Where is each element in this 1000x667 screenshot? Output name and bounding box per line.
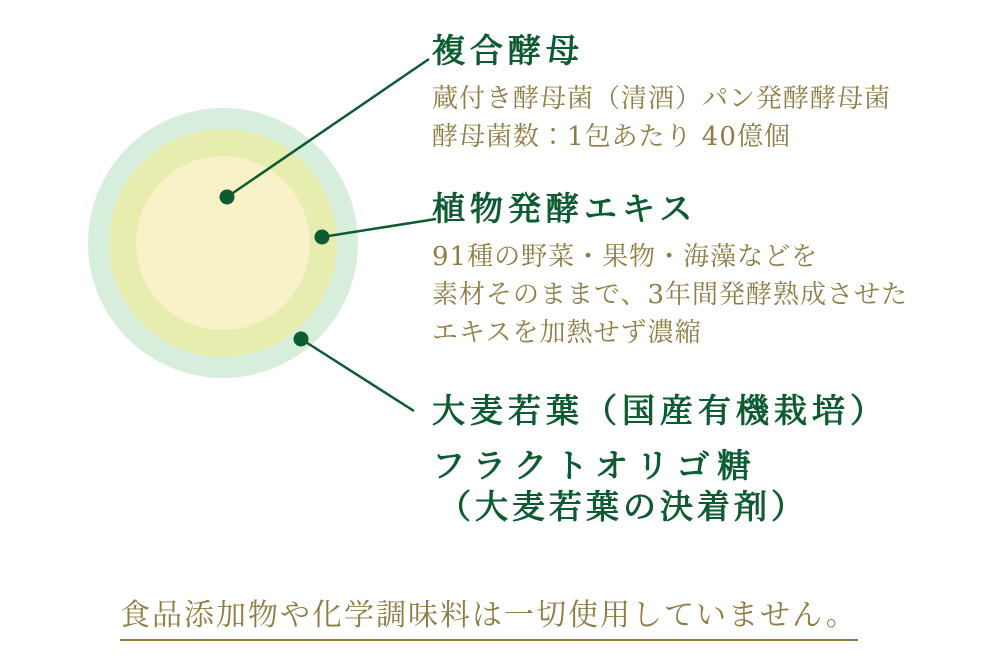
label-desc-line: 酵母菌数：1包あたり 40億個 [432,122,791,152]
label-desc-line: 素材そのままで、3年間発酵熟成させた [432,280,909,310]
label-title: 植物発酵エキス [432,189,698,228]
inner-layer-circle [136,156,310,330]
callout-dot-barley [294,332,309,347]
label-fructooligosaccharide [432,445,808,527]
callout-line-barley [301,339,414,411]
label-plant-extract [432,188,908,352]
no-additives-note: 食品添加物や化学調味料は一切使用していません。 [120,598,858,641]
label-title: フラクトオリゴ糖 [432,446,759,485]
callout-dot-yeast [220,190,235,205]
label-title: 複合酵母 [432,31,584,70]
label-desc-line: 蔵付き酵母菌（清酒）パン発酵酵母菌 [432,84,892,114]
concentric-circles-diagram [0,0,460,460]
label-title: 大麦若葉（国産有機栽培） [432,391,888,430]
label-desc-line: 91種の野菜・果物・海藻などを [432,242,819,272]
label-desc-line: （大麦若葉の決着剤） [438,487,808,526]
label-compound-yeast [432,30,891,156]
label-desc-line: エキスを加熱せず濃縮 [432,318,702,348]
callout-dot-extract [315,230,330,245]
label-barley-leaves [432,390,888,432]
